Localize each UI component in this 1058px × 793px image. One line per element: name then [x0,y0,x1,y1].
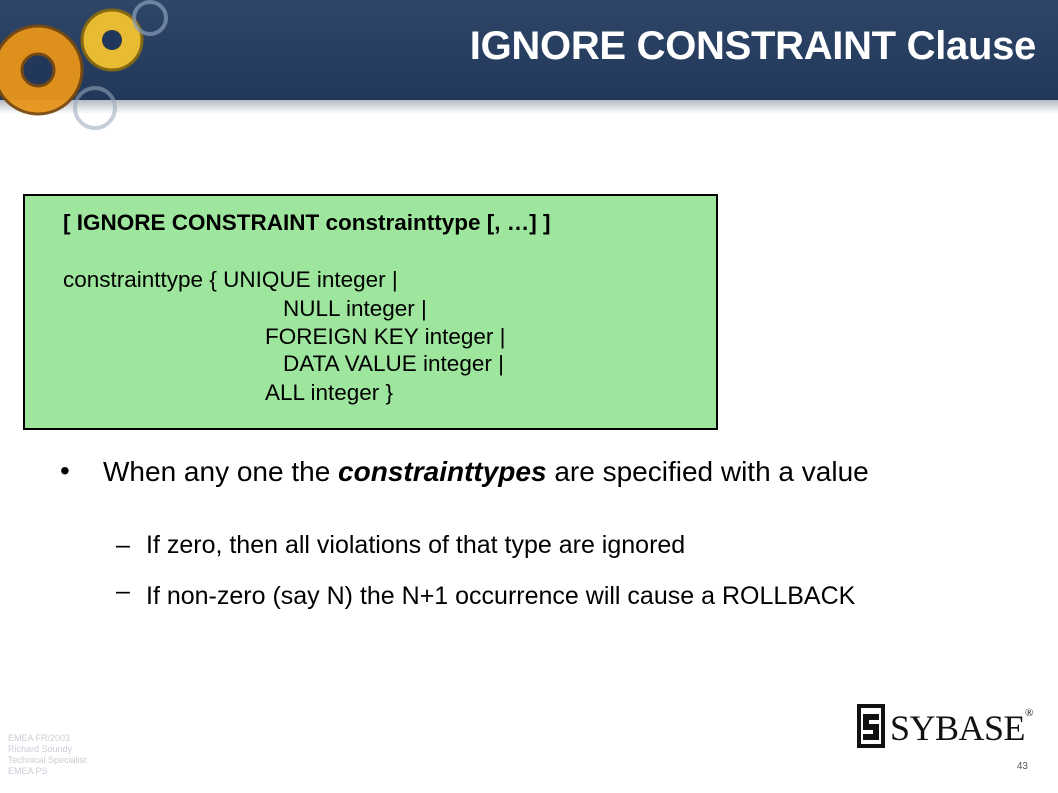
footer-meta-line: Richard Soundy [8,744,73,754]
bullet-suffix: are specified with a value [546,456,869,487]
sybase-mark-icon [857,704,885,748]
page-number: 43 [1016,761,1028,772]
slide-title: IGNORE CONSTRAINT Clause [469,24,1036,68]
syntax-line-5: ALL integer } [265,380,394,405]
sybase-logo [857,703,1033,749]
syntax-line-3: FOREIGN KEY integer | [265,324,506,349]
gears-icon [0,0,170,140]
syntax-line-1: constrainttype { UNIQUE integer | [63,267,398,292]
bullet-prefix: When any one the [103,456,339,487]
footer-meta-line: Technical Specialist [8,755,87,765]
syntax-box [23,194,718,430]
bullet-emphasis: constrainttypes [338,456,547,487]
logo-registered-mark: ® [1025,707,1033,719]
syntax-line-4: DATA VALUE integer | [283,351,504,376]
sub-bullet-1: If zero, then all violations of that type are ignored [146,531,686,559]
logo-text [890,707,1033,749]
sub-bullet-2: If non-zero (say N) the N+1 occurrence will cause a ROLLBACK [146,582,856,610]
sub-bullet-dash: – [116,577,130,605]
syntax-header: [ IGNORE CONSTRAINT constrainttype [, …] ] [63,210,551,235]
bullet-dot: • [60,455,70,486]
footer-meta-line: EMEA PS [8,766,48,776]
footer-meta-line: EMEA FR/2003 [8,733,71,743]
bullet-text [103,455,1003,489]
sub-bullet-dash: – [116,531,130,559]
syntax-line-2: NULL integer | [283,296,427,321]
logo-wordmark: SYBASE [890,708,1026,748]
footer-meta [8,733,87,777]
